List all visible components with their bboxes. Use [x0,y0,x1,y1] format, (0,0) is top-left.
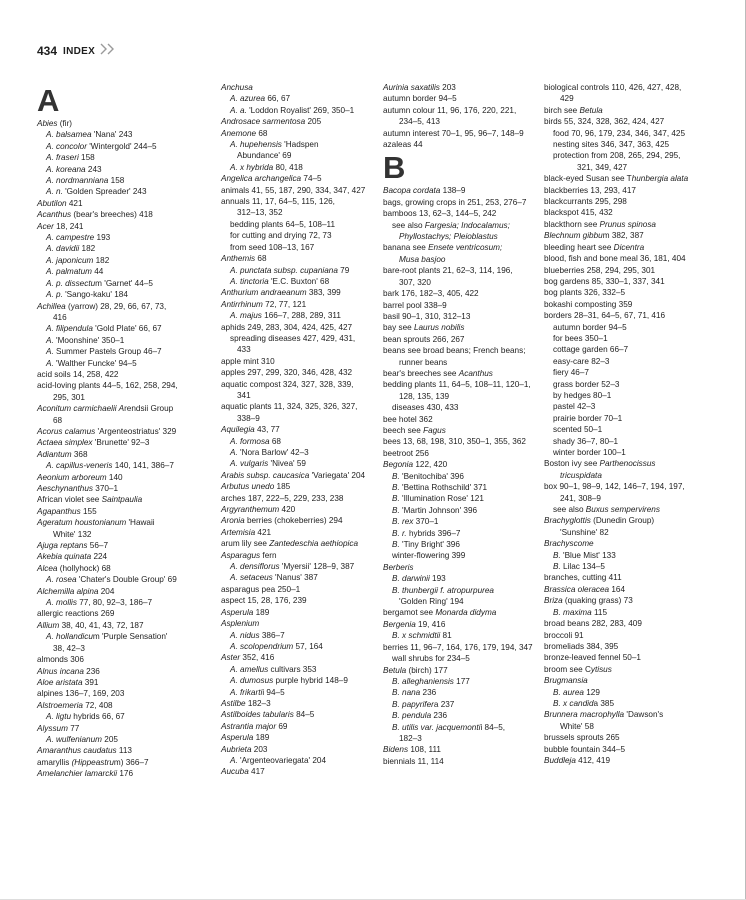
index-entry: Asperula 189 [221,733,270,743]
index-entry: 'Golden Ring' 194 [399,597,464,607]
index-entry: bedding plants 64–5, 108–11 [230,219,336,229]
index-entry: Achillea (yarrow) 28, 29, 66, 67, 73, [37,301,167,311]
index-entry: autumn border 94–5 [553,322,627,332]
index-entry: birds 55, 324, 328, 362, 424, 427 [544,117,665,127]
index-entry: B. papyrifera 237 [392,699,455,709]
index-entry: beetroot 256 [383,448,429,458]
index-entry: branches, cutting 411 [544,573,622,583]
index-entry: 321, 349, 427 [577,162,628,172]
index-entry: Astilboides tabularis 84–5 [221,710,315,720]
index-column-3 [383,82,533,767]
index-entry: A. p. dissectum 'Garnet' 44–5 [46,278,153,288]
index-entry: acid-loving plants 44–5, 162, 258, 294, [37,381,178,391]
index-entry: Astrantia major 69 [221,721,288,731]
index-entry: basil 90–1, 310, 312–13 [383,311,471,321]
index-entry: Ageratum houstonianum 'Hawaii [37,518,155,528]
index-column-4 [544,82,730,766]
index-entry: Arabis subsp. caucasica 'Variegata' 204 [221,470,366,480]
index-entry: bokashi composting 359 [544,299,633,309]
index-entry: blueberries 258, 294, 295, 301 [544,265,656,275]
index-entry: B. 'Tiny Bright' 396 [392,540,460,550]
index-entry: A. punctata subsp. cupaniana 79 [230,265,350,275]
index-entry: annuals 11, 17, 64–5, 115, 126, [221,197,335,207]
index-entry: A. palmatum 44 [46,267,104,277]
index-entry: B. thunbergii f. atropurpurea [392,585,494,595]
index-entry: blackspot 415, 432 [544,208,613,218]
index-entry: for bees 350–1 [553,333,608,343]
index-entry: Actaea simplex 'Brunette' 92–3 [37,438,150,448]
index-entry: A. davidii 182 [46,244,96,254]
index-entry: 241, 308–9 [560,493,601,503]
index-entry: White' 132 [53,529,92,539]
section-letter: A [37,83,60,118]
index-entry: B. pendula 236 [392,711,448,721]
index-entry: Aquilegia 43, 77 [221,425,280,435]
index-entry: B. rex 370–1 [392,517,439,527]
index-entry: 416 [53,312,67,322]
index-entry: B. x candida 385 [553,698,615,708]
index-entry: Asperula 189 [221,607,270,617]
index-entry: Blechnum gibbum 382, 387 [544,231,644,241]
index-entry: Bidens 108, 111 [383,745,441,755]
index-entry: Begonia 122, 420 [383,460,448,470]
index-entry: Arbutus unedo 185 [221,482,291,492]
index-entry: A. 'Moonshine' 350–1 [46,335,125,345]
index-entry: diseases 430, 433 [392,403,459,413]
index-entry: apples 297, 299, 320, 346, 428, 432 [221,368,353,378]
index-entry: broom see Cytisus [544,664,612,674]
index-entry: A. fraseri 158 [46,153,95,163]
index-entry: autumn border 94–5 [383,94,457,104]
index-entry: azaleas 44 [383,140,423,150]
index-entry: food 70, 96, 179, 234, 346, 347, 425 [553,128,686,138]
index-entry: A. 'Walther Funcke' 94–5 [46,358,137,368]
index-entry: amaryllis (Hippeastrum) 366–7 [37,757,149,767]
index-entry: Aronia berries (chokeberries) 294 [221,516,343,526]
index-entry: winter-flowering 399 [392,551,466,561]
index-entry: bog gardens 85, 330–1, 337, 341 [544,276,665,286]
index-entry: beech see Fagus [383,425,446,435]
index-entry: 338–9 [237,413,260,423]
index-entry: bergamot see Monarda didyma [383,608,497,618]
index-entry: Aloe aristata 391 [37,677,99,687]
index-entry: biological controls 110, 426, 427, 428, [544,83,682,92]
index-entry: by hedges 80–1 [553,390,612,400]
index-entry: B. 'Bettina Rothschild' 371 [392,483,488,492]
index-entry: broad beans 282, 283, 409 [544,619,642,629]
index-entry: A. concolor 'Wintergold' 244–5 [46,141,157,151]
index-entry: Aubrieta 203 [221,744,268,754]
chevron-right-icon [99,42,117,61]
index-entry: box 90–1, 98–9, 142, 146–7, 194, 197, [544,482,685,492]
index-entry: 433 [237,345,251,355]
index-entry: borders 28–31, 64–5, 67, 71, 416 [544,311,666,321]
index-entry: winter border 100–1 [553,448,626,457]
index-entry: banana see Ensete ventricosum; [383,243,503,253]
index-entry: bees 13, 68, 198, 310, 350–1, 355, 362 [383,437,526,447]
index-entry: Aconitum carmichaelii Arendsii Group [37,404,174,414]
index-entry: A. dumosus purple hybrid 148–9 [230,676,348,686]
index-column-1 [37,82,202,780]
index-entry: bromeliads 384, 395 [544,641,619,651]
index-entry: Abutilon 421 [37,198,83,208]
index-entry: Acorus calamus 'Argenteostriatus' 329 [37,426,177,436]
index-entry: B. utilis var. jacquemontii 84–5, [392,722,506,732]
index-entry: allergic reactions 269 [37,609,115,619]
index-entry: 182–3 [399,733,422,743]
index-entry: wall shrubs for 234–5 [392,654,470,664]
index-entry: animals 41, 55, 187, 290, 334, 347, 427 [221,185,366,195]
index-entry: 295, 301 [53,392,85,402]
index-entry: Acer 18, 241 [37,221,84,231]
index-entry: B. 'Martin Johnson' 396 [392,505,478,515]
index-entry: B. nana 236 [392,688,437,698]
index-entry: Buddleja 412, 419 [544,755,611,765]
index-entry: cottage garden 66–7 [553,345,629,355]
index-entry: Akebia quinata 224 [37,552,108,562]
index-entry: A. densiflorus 'Myersii' 128–9, 387 [230,562,355,572]
index-entry: A. a. 'Loddon Royalist' 269, 350–1 [230,105,355,115]
index-entry: black-eyed Susan see Thunbergia alata [544,174,689,184]
index-entry: birch see Betula [544,105,603,115]
index-entry: B. Lilac 134–5 [553,562,605,572]
index-entry: bubble fountain 344–5 [544,744,626,754]
index-entry: Argyranthemum 420 [221,505,296,515]
index-entry: Androsace sarmentosa 205 [221,117,322,127]
index-entry: A. scolopendrium 57, 164 [230,641,323,651]
index-entry: B. r. hybrids 396–7 [392,528,461,538]
index-entry: Aeschynanthus 370–1 [37,484,119,493]
index-entry: A. x hybrida 80, 418 [230,162,303,172]
index-entry: African violet see Saintpaulia [37,495,143,505]
index-entry: Allium 38, 40, 41, 43, 72, 187 [37,620,144,630]
index-entry: Alchemilla alpina 204 [37,586,115,596]
index-entry: A. nordmanniana 158 [46,176,125,186]
index-entry: bronze-leaved fennel 50–1 [544,653,641,663]
index-entry: bamboos 13, 62–3, 144–5, 242 [383,209,497,219]
index-entry: Asparagus fern [221,550,277,560]
index-entry: blackthorn see Prunus spinosa [544,219,656,229]
index-entry: nesting sites 346, 347, 363, 425 [553,140,670,150]
index-entry: Aeonium arboreum 140 [37,472,123,482]
index-entry: 38, 42–3 [53,643,85,653]
index-entry: almonds 306 [37,655,84,665]
index-entry: see also Fargesia; Indocalamus; [392,220,510,230]
page-number: 434 [37,44,58,58]
index-entry: A. p. 'Sango-kaku' 184 [46,290,128,300]
index-entry: A. capillus-veneris 140, 141, 386–7 [46,461,174,471]
index-entry: Astilbe 182–3 [221,698,271,708]
index-entry: A. azurea 66, 67 [230,94,291,104]
index-entry: Amaranthus caudatus 113 [37,746,132,756]
index-entry: bay see Laurus nobilis [383,323,465,333]
index-entry: A. vulgaris 'Nivea' 59 [230,459,306,469]
index-entry: Antirrhinum 72, 77, 121 [221,299,307,309]
index-entry: B. 'Blue Mist' 133 [553,550,616,560]
index-entry: alpines 136–7, 169, 203 [37,689,125,699]
index-entry: 234–5, 413 [399,117,440,127]
index-entry: prairie border 70–1 [553,413,623,423]
index-entry: Brachyscome [544,539,594,549]
index-entry: see also Buxus sempervirens [553,505,660,515]
index-entry: blackcurrants 295, 298 [544,197,627,207]
index-entry: 307, 320 [399,277,431,287]
index-entry: A. n. 'Golden Spreader' 243 [46,187,147,197]
index-entry: bags, growing crops in 251, 253, 276–7 [383,197,527,207]
index-entry: shady 36–7, 80–1 [553,436,619,446]
index-entry: Brunnera macrophylla 'Dawson's [544,710,664,720]
index-entry: B. darwinii 193 [392,574,446,584]
index-entry: Brachyglottis (Dunedin Group) [544,516,655,526]
index-entry: bedding plants 11, 64–5, 108–11, 120–1, [383,380,531,390]
index-entry: A. campestre 193 [46,233,111,243]
index-entry: Abies (fir) [37,119,73,128]
index-entry: bare-root plants 21, 62–3, 114, 196, [383,266,513,276]
index-entry: aquatic plants 11, 324, 325, 326, 327, [221,402,358,412]
index-entry: A. wulfenianum 205 [46,734,118,744]
index-entry: A. hollandicum 'Purple Sensation' [46,632,168,642]
index-entry: bleeding heart see Dicentra [544,242,645,252]
page-header [37,42,117,60]
index-entry: A. frikartii 94–5 [230,687,285,697]
index-entry: acid soils 14, 258, 422 [37,369,119,379]
index-entry: A. japonicum 182 [46,255,110,265]
index-entry: B. 'Benitochiba' 396 [392,471,464,481]
index-entry: Ajuga reptans 56–7 [37,541,109,551]
index-entry: easy-care 82–3 [553,356,610,366]
index-entry: B. aurea 129 [553,687,600,697]
index-entry: Acanthus (bear's breeches) 418 [37,210,153,220]
index-entry: Adiantum 368 [37,449,88,459]
index-entry: A. balsamea 'Nana' 243 [46,130,133,140]
index-entry: 312–13, 352 [237,208,283,218]
index-entry: 68 [53,415,63,425]
index-entry: A. 'Nora Barlow' 42–3 [230,448,309,457]
index-entry: Bacopa cordata 138–9 [383,186,466,196]
index-entry: Bergenia 19, 416 [383,619,446,629]
index-column-2 [221,82,373,778]
index-entry: A. setaceus 'Nanus' 387 [230,573,318,583]
index-entry: Amelanchier lamarckii 176 [37,769,134,779]
index-entry: B. 'Illumination Rose' 121 [392,494,484,504]
index-entry: B. x schmidtii 81 [392,631,452,641]
index-entry: arum lily see Zantedeschia aethiopica [221,539,358,549]
index-entry: berries 11, 96–7, 164, 176, 179, 194, 347 [383,642,533,652]
index-entry: apple mint 310 [221,356,275,366]
index-entry: blood, fish and bone meal 36, 181, 404 [544,254,686,264]
index-entry: protection from 208, 265, 294, 295, [553,151,681,161]
index-entry: 128, 135, 139 [399,391,450,401]
index-entry: A. hupehensis 'Hadspen [230,140,319,150]
index-entry: Angelica archangelica 74–5 [221,174,322,184]
index-entry: Berberis [383,562,414,572]
index-entry: Alcea (hollyhock) 68 [37,563,111,573]
index-entry: Alstroemeria 72, 408 [37,700,113,710]
index-entry: A. nidus 386–7 [230,630,285,640]
index-entry: Artemisia 421 [221,527,272,537]
index-entry: 'Sunshine' 82 [560,527,609,537]
index-entry: asparagus pea 250–1 [221,584,301,594]
index-entry: fiery 46–7 [553,368,589,378]
section-letter: B [383,150,406,186]
index-entry: barrel pool 338–9 [383,300,447,310]
index-entry: A. Summer Pastels Group 46–7 [46,347,162,357]
index-entry: B. maxima 115 [553,607,607,617]
page-title: INDEX [63,45,96,57]
index-entry: Asplenium [221,619,260,629]
index-entry: A. tinctoria 'E.C. Buxton' 68 [230,276,330,286]
index-entry: Aurinia saxatilis 203 [383,83,456,92]
index-entry: runner beans [399,357,448,367]
index-entry: A. rosea 'Chater's Double Group' 69 [46,575,177,585]
index-entry: blackberries 13, 293, 417 [544,185,636,195]
index-entry: aphids 249, 283, 304, 424, 425, 427 [221,322,353,332]
index-entry: 341 [237,390,251,400]
index-entry: scented 50–1 [553,425,603,435]
index-entry: bog plants 326, 332–5 [544,288,626,298]
index-entry: White' 58 [560,721,594,731]
index-entry: B. alleghaniensis 177 [392,676,470,686]
index-entry: bee hotel 362 [383,414,433,424]
index-entry: pastel 42–3 [553,402,596,412]
index-entry: bark 176, 182–3, 405, 422 [383,289,479,299]
index-entry: biennials 11, 114 [383,756,444,766]
index-entry: autumn interest 70–1, 95, 96–7, 148–9 [383,128,524,138]
index-entry: autumn colour 11, 96, 176, 220, 221, [383,105,517,115]
index-entry: Anthurium andraeanum 383, 399 [221,288,341,298]
index-entry: 429 [560,94,574,104]
index-entry: brussels sprouts 265 [544,733,620,743]
index-entry: Boston ivy see Parthenocissus [544,459,656,469]
index-entry: Alnus incana 236 [37,666,100,676]
index-entry: Briza (quaking grass) 73 [544,596,633,606]
index-entry: bear's breeches see Acanthus [383,368,493,378]
index-entry: bean sprouts 266, 267 [383,334,465,344]
index-entry: A. koreana 243 [46,164,102,174]
index-entry: aspect 15, 28, 176, 239 [221,596,307,606]
index-entry: aquatic compost 324, 327, 328, 339, [221,379,354,389]
index-entry: Agapanthus 155 [37,506,97,516]
index-entry: Musa basjoo [399,254,446,264]
index-entry: Phyllostachys; Pleioblastus [399,232,498,242]
index-entry: A. mollis 77, 80, 92–3, 186–7 [46,598,153,608]
index-entry: beans see broad beans; French beans; [383,346,526,356]
index-entry: A. formosa 68 [230,436,281,446]
index-entry: A. majus 166–7, 288, 289, 311 [230,311,341,321]
index-entry: from seed 108–13, 167 [230,242,315,252]
index-entry: Anchusa [221,83,253,92]
index-entry: A. ligtu hybrids 66, 67 [46,712,125,722]
index-entry: Aucuba 417 [221,767,265,777]
index-entry: arches 187, 222–5, 229, 233, 238 [221,493,344,503]
index-entry: tricuspidata [560,470,602,480]
index-entry: spreading diseases 427, 429, 431, [230,333,356,343]
index-entry: Brugmansia [544,676,588,686]
index-entry: A. filipendula 'Gold Plate' 66, 67 [46,324,162,334]
index-entry: grass border 52–3 [553,379,620,389]
index-entry: Aster 352, 416 [221,653,275,663]
index-entry: Alyssum 77 [37,723,80,733]
index-entry: Brassica oleracea 164 [544,584,626,594]
index-entry: Anemone 68 [221,128,268,138]
index-entry: Abundance' 69 [237,151,292,161]
index-entry: A. amellus cultivars 353 [230,664,317,674]
index-entry: Anthemis 68 [221,254,267,264]
index-entry: for cutting and drying 72, 73 [230,231,332,241]
index-entry: broccoli 91 [544,630,584,640]
index-entry: Betula (birch) 177 [383,665,448,675]
index-entry: A. 'Argenteovariegata' 204 [230,755,326,765]
